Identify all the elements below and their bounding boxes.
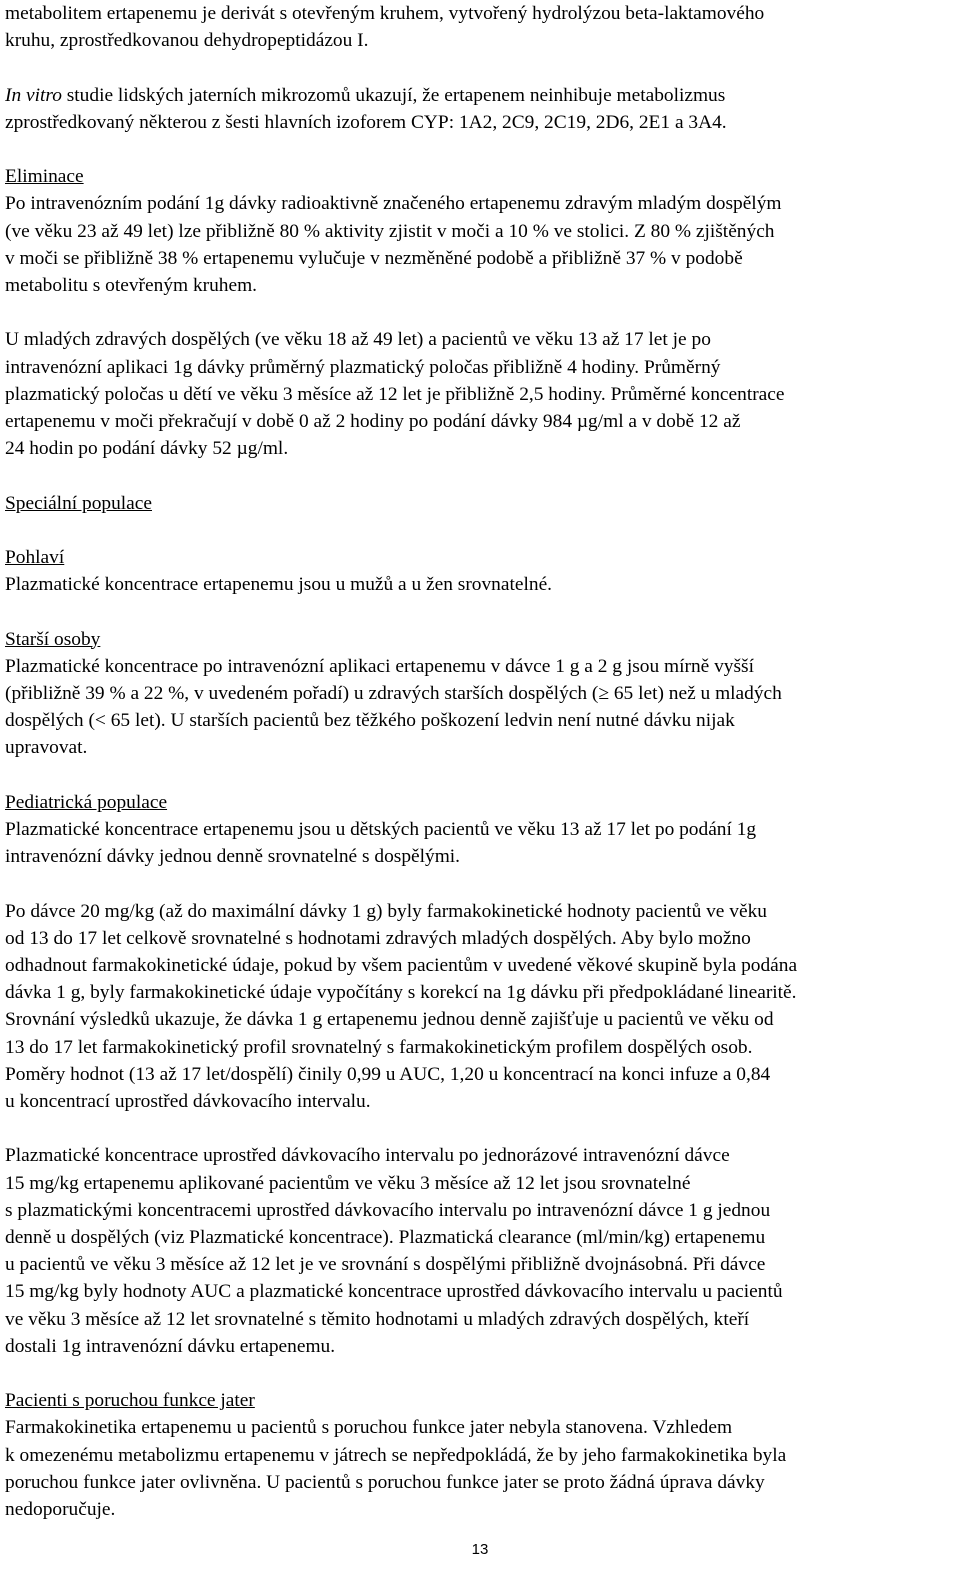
text-line: dostali 1g intravenózní dávku ertapenemu. [5,1335,336,1357]
document-body [5,0,955,1523]
text-line: s plazmatickými koncentracemi uprostřed dávkovacího intervalu po intravenózní dávce 1 g jednou [5,1199,771,1221]
text-line: 15 mg/kg ertapenemu aplikované pacientům ve věku 3 měsíce až 12 let jsou srovnatelné [5,1172,691,1194]
text-line: studie lidských jaterních mikrozomů ukazují, že ertapenem neinhibuje metabolizmus [61,84,726,106]
text-line: Plazmatické koncentrace ertapenemu jsou u mužů a u žen srovnatelné. [5,574,553,596]
section-heading: Speciální populace [5,492,152,514]
text-line: plazmatický poločas u dětí ve věku 3 měsíce až 12 let je přibližně 2,5 hodiny. Průměrné koncentrace [5,383,785,405]
text-line: 15 mg/kg byly hodnoty AUC a plazmatické koncentrace uprostřed dávkovacího intervalu u pacientů [5,1281,783,1303]
page-number: 13 [471,1541,489,1558]
paragraph-half-life [5,326,955,462]
text-line: v moči se přibližně 38 % ertapenemu vylučuje v nezměněné podobě a přibližně 37 % v podobě [5,247,743,269]
text-line: Po intravenózním podání 1g dávky radioaktivně značeného ertapenemu zdravým mladým dospělým [5,193,782,215]
section-pohlavi [5,544,955,598]
text-line: zprostředkovaný některou z šesti hlavních izoforem CYP: 1A2, 2C9, 2C19, 2D6, 2E1 a 3A4. [5,111,727,133]
text-line: poruchou funkce jater ovlivněna. U pacientů s poruchou funkce jater se proto žádná úprava dávky [5,1471,765,1493]
section-eliminace [5,163,955,299]
text-line: 24 hodin po podání dávky 52 µg/ml. [5,438,289,460]
text-line: U mladých zdravých dospělých (ve věku 18 až 49 let) a pacientů ve věku 13 až 17 let je po [5,329,711,351]
italic-term: In vitro [5,84,62,106]
text-line: dávka 1 g, byly farmakokinetické údaje vypočítány s korekcí na 1g dávku při předpokládané linearitě. [5,982,797,1004]
section-special-populations [5,490,955,517]
section-heading: Eliminace [5,166,84,188]
text-line: Plazmatické koncentrace ertapenemu jsou u dětských pacientů ve věku 13 až 17 let po podání 1g [5,818,757,840]
text-line: u pacientů ve věku 3 měsíce až 12 let je ve srovnání s dospělými přibližně dvojnásobná. Při dávce [5,1254,766,1276]
section-hepatic-impairment [5,1387,955,1523]
paragraph-in-vitro [5,82,955,136]
text-line: Srovnání výsledků ukazuje, že dávka 1 g ertapenemu jednou denně zajišťuje u pacientů ve věku od [5,1009,774,1031]
text-line: metabolitem ertapenemu je derivát s otevřeným kruhem, vytvořený hydrolýzou beta-laktamového [5,3,765,24]
text-line: intravenózní aplikaci 1g dávky průměrný plazmatický poločas přibližně 4 hodiny. Průměrný [5,356,721,378]
text-line: u koncentrací uprostřed dávkovacího intervalu. [5,1091,371,1112]
text-line: nedoporučuje. [5,1499,116,1521]
text-line: dospělých (< 65 let). U starších pacientů bez těžkého poškození ledvin není nutné dávku nijak [5,710,735,732]
paragraph-plasma-concentration [5,1142,955,1360]
paragraph-dose-20mg [5,898,955,1116]
section-heading: Pacienti s poruchou funkce jater [5,1390,255,1412]
text-line: k omezenému metabolizmu ertapenemu v játrech se nepředpokládá, že by jeho farmakokinetika byla [5,1444,787,1466]
text-line: 13 do 17 let farmakokinetický profil srovnatelný s farmakokinetickým profilem dospělých osob. [5,1036,753,1058]
text-line: ve věku 3 měsíce až 12 let srovnatelné s těmito hodnotami u mladých zdravých dospělých, kteří [5,1308,750,1330]
text-line: intravenózní dávky jednou denně srovnatelné s dospělými. [5,846,461,868]
section-starsi-osoby [5,626,955,762]
text-line: odhadnout farmakokinetické údaje, pokud by všem pacientům v uvedené věkové skupině byla podána [5,954,798,976]
text-line: (ve věku 23 až 49 let) lze přibližně 80 % aktivity zjistit v moči a 10 % ve stolici. Z 80 % zjištěných [5,220,775,242]
text-line: Plazmatické koncentrace po intravenózní aplikaci ertapenemu v dávce 1 g a 2 g jsou mírně vyšší [5,655,754,677]
text-line: kruhu, zprostředkovanou dehydropeptidázou I. [5,30,369,52]
text-line: Poměry hodnot (13 až 17 let/dospělí) činily 0,99 u AUC, 1,20 u koncentrací na konci infuze a 0,84 [5,1063,771,1085]
text-line: Po dávce 20 mg/kg (až do maximální dávky 1 g) byly farmakokinetické hodnoty pacientů ve věku [5,900,767,922]
text-line: od 13 do 17 let celkově srovnatelné s hodnotami zdravých mladých dospělých. Aby bylo možno [5,927,751,949]
text-line: Plazmatické koncentrace uprostřed dávkovacího intervalu po jednorázové intravenózní dávce [5,1145,730,1167]
paragraph-metabolite [5,0,955,54]
text-line: metabolitu s otevřeným kruhem. [5,275,258,296]
section-heading: Starší osoby [5,628,101,650]
section-heading: Pediatrická populace [5,791,168,813]
text-line: denně u dospělých (viz Plazmatické koncentrace). Plazmatická clearance (ml/min/kg) ertapenemu [5,1227,766,1248]
section-pediatricka [5,789,955,871]
text-line: upravovat. [5,737,88,759]
text-line: (přibližně 39 % a 22 %, v uvedeném pořadí) u zdravých starších dospělých (≥ 65 let) než u mladých [5,682,782,704]
section-heading: Pohlaví [5,546,65,568]
text-line: Farmakokinetika ertapenemu u pacientů s poruchou funkce jater nebyla stanovena. Vzhledem [5,1417,733,1439]
text-line: ertapenemu v moči překračují v době 0 až 2 hodiny po podání dávky 984 µg/ml a v době 12 až [5,411,741,432]
